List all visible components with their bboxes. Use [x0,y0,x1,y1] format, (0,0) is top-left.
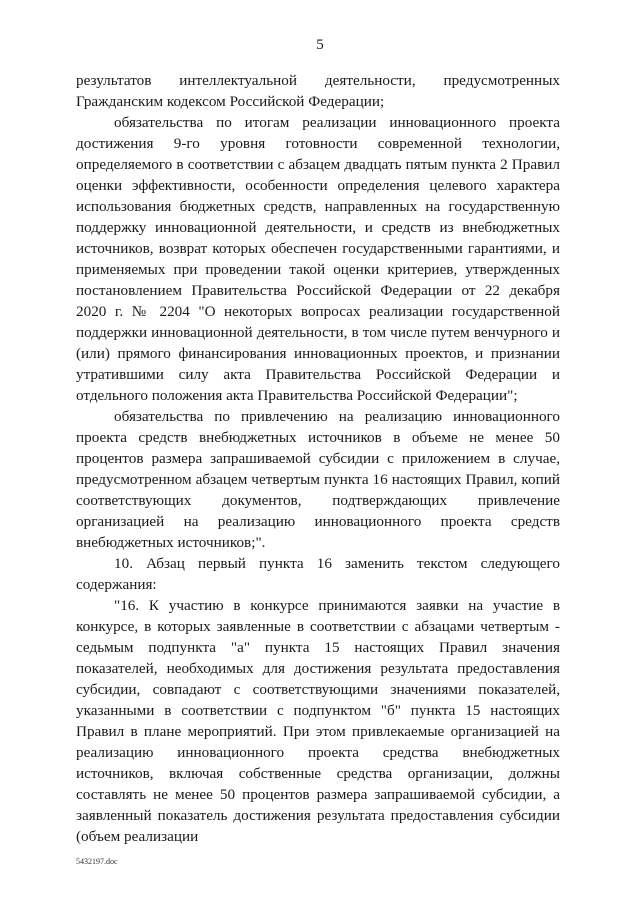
footer-file-code: 5432197.doc [76,857,118,866]
paragraph-1: результатов интеллектуальной деятельности, предусмотренных Гражданским кодексом Российской Федерации; [76,72,560,110]
paragraph-2: обязательства по итогам реализации инновационного проекта достижения 9-го уровня готовности современной технологии, определяемого в соответствии с абзацем двадцать пятым пункта 2 Правил оценки эффективности, особенности определения целевого характера использования бюджетных средств, направленных на государственную поддержку инновационной деятельности, и средств из внебюджетных источников, возврат которых обеспечен государственными гарантиями, и применяемых при проведении такой оценки критериев, утвержденных постановлением Правительства Российской Федерации от 22 декабря 2020 г. № 2204 "О некоторых вопросах реализации государственной поддержки инновационной деятельности, в том числе путем венчурного и (или) прямого финансирования инновационных проектов, и признании утратившими силу акта Правительства Российской Федерации и отдельного положения акта Правительства Российской Федерации"; [76,114,560,404]
document-body [76,70,560,847]
paragraph-3: обязательства по привлечению на реализацию инновационного проекта средств внебюджетных источников в объеме не менее 50 процентов размера запрашиваемой субсидии с приложением в случае, предусмотренном абзацем четвертым пункта 16 настоящих Правил, копий соответствующих документов, подтверждающих привлечение организацией на реализацию инновационного проекта средств внебюджетных источников;". [76,408,560,551]
paragraph-5: "16. К участию в конкурсе принимаются заявки на участие в конкурсе, в которых заявленные в соответствии с абзацами четвертым - седьмым подпункта "а" пункта 15 настоящих Правил значения показателей, необходимых для достижения результата предоставления субсидии, совпадают с соответствующими значениями показателей, указанными в соответствии с подпунктом "б" пункта 15 настоящих Правил в плане мероприятий. При этом привлекаемые организацией на реализацию инновационного проекта средства внебюджетных источников, включая собственные средства организации, должны составлять не менее 50 процентов размера запрашиваемой субсидии, а заявленный показатель достижения результата предоставления субсидии (объем реализации [76,597,560,845]
paragraph-4: 10. Абзац первый пункта 16 заменить текстом следующего содержания: [76,555,560,593]
page-number: 5 [316,37,324,53]
